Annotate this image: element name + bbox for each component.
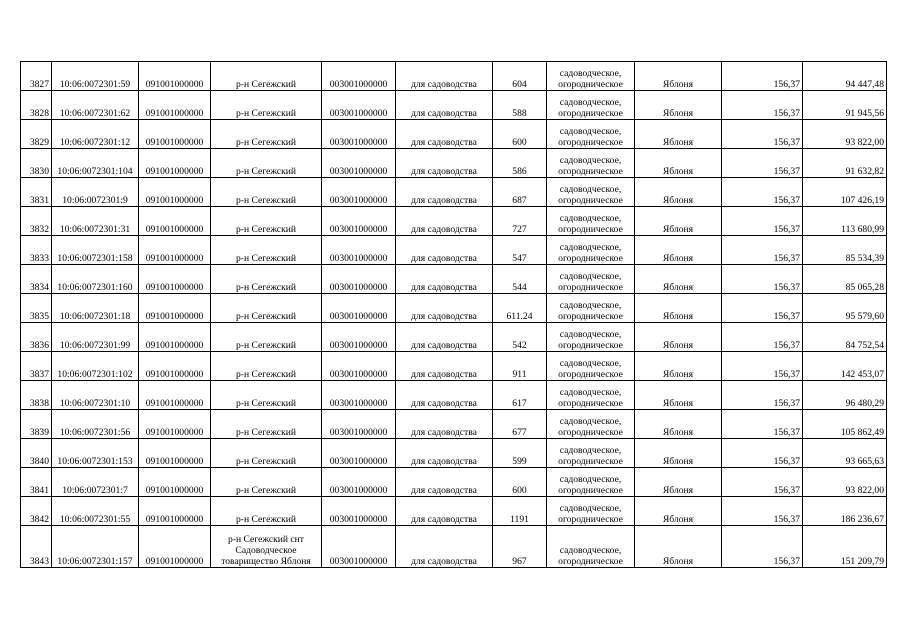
land-category-line2: огородническое: [558, 282, 623, 293]
plot-area: 911: [493, 352, 547, 381]
cadastral-value: 91 945,56: [803, 91, 887, 120]
land-category: [547, 149, 635, 178]
plot-area: 617: [493, 381, 547, 410]
row-number: 3833: [21, 236, 52, 265]
oktmo-code: 003001000000: [322, 381, 396, 410]
table-row: [21, 323, 887, 352]
land-category-line1: садоводческое,: [559, 271, 622, 282]
cadastral-value: 93 665,63: [803, 439, 887, 468]
district: р-н Сегежский: [211, 236, 322, 265]
land-use: для садоводства: [396, 149, 493, 178]
row-number: 3837: [21, 352, 52, 381]
cadastral-number: 10:06:0072301:31: [52, 207, 139, 236]
land-use: для садоводства: [396, 497, 493, 526]
plant-type: Яблоня: [635, 91, 722, 120]
table-row: [21, 352, 887, 381]
land-use: для садоводства: [396, 294, 493, 323]
cadastral-value: 93 822,00: [803, 468, 887, 497]
cadastral-value: 186 236,67: [803, 497, 887, 526]
land-category-line2: огородническое: [558, 369, 623, 380]
land-use: для садоводства: [396, 439, 493, 468]
land-category-line1: садоводческое,: [559, 474, 622, 485]
row-number: 3834: [21, 265, 52, 294]
plot-area: 727: [493, 207, 547, 236]
cadastral-number: 10:06:0072301:56: [52, 410, 139, 439]
plant-type: Яблоня: [635, 381, 722, 410]
row-number: 3838: [21, 381, 52, 410]
land-category-line2: огородническое: [558, 556, 623, 567]
land-category: [547, 62, 635, 91]
land-category: [547, 381, 635, 410]
unit-rate: 156,37: [722, 410, 803, 439]
plant-type: Яблоня: [635, 62, 722, 91]
land-use: для садоводства: [396, 120, 493, 149]
oktmo-code: 003001000000: [322, 62, 396, 91]
unit-rate: 156,37: [722, 352, 803, 381]
row-number: 3836: [21, 323, 52, 352]
land-category-line2: огородническое: [558, 398, 623, 409]
okato-code: 091001000000: [139, 381, 211, 410]
cadastral-number: 10:06:0072301:62: [52, 91, 139, 120]
district: р-н Сегежский: [211, 323, 322, 352]
district: р-н Сегежский: [211, 410, 322, 439]
oktmo-code: 003001000000: [322, 497, 396, 526]
cadastral-number: 10:06:0072301:9: [52, 178, 139, 207]
district: р-н Сегежский: [211, 352, 322, 381]
table-row: [21, 265, 887, 294]
oktmo-code: 003001000000: [322, 439, 396, 468]
okato-code: 091001000000: [139, 323, 211, 352]
land-category-line2: огородническое: [558, 137, 623, 148]
okato-code: 091001000000: [139, 207, 211, 236]
land-category-line2: огородническое: [558, 253, 623, 264]
land-category-line1: садоводческое,: [559, 213, 622, 224]
land-category-line2: огородническое: [558, 340, 623, 351]
district: р-н Сегежский: [211, 62, 322, 91]
unit-rate: 156,37: [722, 91, 803, 120]
unit-rate: 156,37: [722, 468, 803, 497]
cadastral-value: 85 065,28: [803, 265, 887, 294]
plot-area: 611.24: [493, 294, 547, 323]
district: р-н Сегежский: [211, 439, 322, 468]
unit-rate: 156,37: [722, 265, 803, 294]
table-row: [21, 120, 887, 149]
unit-rate: 156,37: [722, 323, 803, 352]
oktmo-code: 003001000000: [322, 294, 396, 323]
plot-area: 547: [493, 236, 547, 265]
plant-type: Яблоня: [635, 236, 722, 265]
land-category-line1: садоводческое,: [559, 242, 622, 253]
unit-rate: 156,37: [722, 120, 803, 149]
oktmo-code: 003001000000: [322, 265, 396, 294]
cadastral-value: 113 680,99: [803, 207, 887, 236]
land-category-line2: огородническое: [558, 79, 623, 90]
land-use: для садоводства: [396, 265, 493, 294]
plot-area: 586: [493, 149, 547, 178]
cadastral-number: 10:06:0072301:99: [52, 323, 139, 352]
plot-area: 542: [493, 323, 547, 352]
cadastral-value: 95 579,60: [803, 294, 887, 323]
okato-code: 091001000000: [139, 410, 211, 439]
land-use: для садоводства: [396, 62, 493, 91]
land-category-line1: садоводческое,: [559, 545, 622, 556]
unit-rate: 156,37: [722, 236, 803, 265]
table-row: [21, 149, 887, 178]
district: р-н Сегежский: [211, 265, 322, 294]
land-category-line1: садоводческое,: [559, 126, 622, 137]
land-category-line1: садоводческое,: [559, 97, 622, 108]
plot-area: 600: [493, 468, 547, 497]
land-use: для садоводства: [396, 207, 493, 236]
plant-type: Яблоня: [635, 120, 722, 149]
cadastral-value: 96 480,29: [803, 381, 887, 410]
land-use: для садоводства: [396, 526, 493, 568]
cadastral-number: 10:06:0072301:158: [52, 236, 139, 265]
plant-type: Яблоня: [635, 468, 722, 497]
okato-code: 091001000000: [139, 497, 211, 526]
district: р-н Сегежский снт Садоводческое товарищество Яблоня: [211, 526, 322, 568]
land-category: [547, 91, 635, 120]
land-category-line2: огородническое: [558, 108, 623, 119]
okato-code: 091001000000: [139, 265, 211, 294]
oktmo-code: 003001000000: [322, 91, 396, 120]
cadastral-value: 142 453,07: [803, 352, 887, 381]
row-number: 3843: [21, 526, 52, 568]
plot-area: 604: [493, 62, 547, 91]
land-use: для садоводства: [396, 323, 493, 352]
land-category: [547, 294, 635, 323]
row-number: 3839: [21, 410, 52, 439]
cadastral-number: 10:06:0072301:18: [52, 294, 139, 323]
row-number: 3835: [21, 294, 52, 323]
row-number: 3840: [21, 439, 52, 468]
land-category-line1: садоводческое,: [559, 155, 622, 166]
district: р-н Сегежский: [211, 178, 322, 207]
oktmo-code: 003001000000: [322, 178, 396, 207]
okato-code: 091001000000: [139, 526, 211, 568]
table-row: [21, 294, 887, 323]
okato-code: 091001000000: [139, 439, 211, 468]
plant-type: Яблоня: [635, 207, 722, 236]
land-category: [547, 323, 635, 352]
unit-rate: 156,37: [722, 178, 803, 207]
okato-code: 091001000000: [139, 91, 211, 120]
table-row: [21, 526, 887, 568]
land-category-line2: огородническое: [558, 427, 623, 438]
district: р-н Сегежский: [211, 294, 322, 323]
okato-code: 091001000000: [139, 149, 211, 178]
plot-area: 600: [493, 120, 547, 149]
plot-area: 967: [493, 526, 547, 568]
land-use: для садоводства: [396, 178, 493, 207]
land-category: [547, 178, 635, 207]
land-category: [547, 497, 635, 526]
unit-rate: 156,37: [722, 497, 803, 526]
table-row: [21, 236, 887, 265]
plant-type: Яблоня: [635, 439, 722, 468]
row-number: 3830: [21, 149, 52, 178]
plant-type: Яблоня: [635, 410, 722, 439]
land-category-line1: садоводческое,: [559, 387, 622, 398]
table-row: [21, 439, 887, 468]
plant-type: Яблоня: [635, 294, 722, 323]
district: р-н Сегежский: [211, 381, 322, 410]
land-category-line1: садоводческое,: [559, 184, 622, 195]
okato-code: 091001000000: [139, 120, 211, 149]
cadastral-number: 10:06:0072301:12: [52, 120, 139, 149]
land-category: [547, 120, 635, 149]
okato-code: 091001000000: [139, 178, 211, 207]
plot-area: 599: [493, 439, 547, 468]
land-plots-table: [20, 61, 887, 568]
oktmo-code: 003001000000: [322, 468, 396, 497]
land-use: для садоводства: [396, 236, 493, 265]
land-category-line1: садоводческое,: [559, 416, 622, 427]
plot-area: 677: [493, 410, 547, 439]
land-category-line1: садоводческое,: [559, 300, 622, 311]
cadastral-number: 10:06:0072301:10: [52, 381, 139, 410]
land-category-line1: садоводческое,: [559, 358, 622, 369]
row-number: 3827: [21, 62, 52, 91]
row-number: 3841: [21, 468, 52, 497]
cadastral-value: 85 534,39: [803, 236, 887, 265]
land-use: для садоводства: [396, 410, 493, 439]
land-use: для садоводства: [396, 352, 493, 381]
row-number: 3828: [21, 91, 52, 120]
row-number: 3831: [21, 178, 52, 207]
table-row: [21, 91, 887, 120]
plot-area: 544: [493, 265, 547, 294]
cadastral-value: 94 447,48: [803, 62, 887, 91]
okato-code: 091001000000: [139, 294, 211, 323]
land-category: [547, 236, 635, 265]
cadastral-number: 10:06:0072301:153: [52, 439, 139, 468]
land-category-line1: садоводческое,: [559, 68, 622, 79]
land-category: [547, 526, 635, 568]
okato-code: 091001000000: [139, 62, 211, 91]
cadastral-number: 10:06:0072301:104: [52, 149, 139, 178]
cadastral-number: 10:06:0072301:102: [52, 352, 139, 381]
land-category: [547, 439, 635, 468]
district: р-н Сегежский: [211, 497, 322, 526]
table-row: [21, 381, 887, 410]
cadastral-value: 93 822,00: [803, 120, 887, 149]
cadastral-number: 10:06:0072301:157: [52, 526, 139, 568]
land-category-line1: садоводческое,: [559, 329, 622, 340]
table-row: [21, 410, 887, 439]
cadastral-number: 10:06:0072301:59: [52, 62, 139, 91]
district: р-н Сегежский: [211, 91, 322, 120]
plant-type: Яблоня: [635, 149, 722, 178]
district: р-н Сегежский: [211, 207, 322, 236]
cadastral-number: 10:06:0072301:7: [52, 468, 139, 497]
plot-area: 588: [493, 91, 547, 120]
okato-code: 091001000000: [139, 352, 211, 381]
land-category-line2: огородническое: [558, 195, 623, 206]
land-category-line2: огородническое: [558, 514, 623, 525]
land-category-line1: садоводческое,: [559, 445, 622, 456]
table-row: [21, 62, 887, 91]
oktmo-code: 003001000000: [322, 149, 396, 178]
table-row: [21, 207, 887, 236]
unit-rate: 156,37: [722, 439, 803, 468]
oktmo-code: 003001000000: [322, 207, 396, 236]
unit-rate: 156,37: [722, 526, 803, 568]
plant-type: Яблоня: [635, 497, 722, 526]
land-category-line2: огородническое: [558, 456, 623, 467]
land-use: для садоводства: [396, 381, 493, 410]
land-category: [547, 468, 635, 497]
oktmo-code: 003001000000: [322, 352, 396, 381]
unit-rate: 156,37: [722, 294, 803, 323]
cadastral-number: 10:06:0072301:160: [52, 265, 139, 294]
land-category-line2: огородническое: [558, 311, 623, 322]
plant-type: Яблоня: [635, 178, 722, 207]
row-number: 3842: [21, 497, 52, 526]
cadastral-value: 84 752,54: [803, 323, 887, 352]
okato-code: 091001000000: [139, 236, 211, 265]
row-number: 3832: [21, 207, 52, 236]
plant-type: Яблоня: [635, 265, 722, 294]
land-category: [547, 207, 635, 236]
table-row: [21, 178, 887, 207]
district: р-н Сегежский: [211, 149, 322, 178]
unit-rate: 156,37: [722, 207, 803, 236]
oktmo-code: 003001000000: [322, 410, 396, 439]
plant-type: Яблоня: [635, 526, 722, 568]
land-category: [547, 410, 635, 439]
unit-rate: 156,37: [722, 62, 803, 91]
land-category-line1: садоводческое,: [559, 503, 622, 514]
plant-type: Яблоня: [635, 352, 722, 381]
okato-code: 091001000000: [139, 468, 211, 497]
cadastral-number: 10:06:0072301:55: [52, 497, 139, 526]
cadastral-value: 107 426,19: [803, 178, 887, 207]
oktmo-code: 003001000000: [322, 120, 396, 149]
land-category-line2: огородническое: [558, 485, 623, 496]
row-number: 3829: [21, 120, 52, 149]
table-row: [21, 497, 887, 526]
land-category: [547, 265, 635, 294]
table-row: [21, 468, 887, 497]
cadastral-value: 91 632,82: [803, 149, 887, 178]
plot-area: 1191: [493, 497, 547, 526]
cadastral-value: 105 862,49: [803, 410, 887, 439]
unit-rate: 156,37: [722, 149, 803, 178]
plant-type: Яблоня: [635, 323, 722, 352]
plot-area: 687: [493, 178, 547, 207]
land-category-line2: огородническое: [558, 166, 623, 177]
district: р-н Сегежский: [211, 120, 322, 149]
land-category-line2: огородническое: [558, 224, 623, 235]
district: р-н Сегежский: [211, 468, 322, 497]
oktmo-code: 003001000000: [322, 526, 396, 568]
land-use: для садоводства: [396, 468, 493, 497]
oktmo-code: 003001000000: [322, 323, 396, 352]
cadastral-value: 151 209,79: [803, 526, 887, 568]
oktmo-code: 003001000000: [322, 236, 396, 265]
land-category: [547, 352, 635, 381]
land-use: для садоводства: [396, 91, 493, 120]
unit-rate: 156,37: [722, 381, 803, 410]
